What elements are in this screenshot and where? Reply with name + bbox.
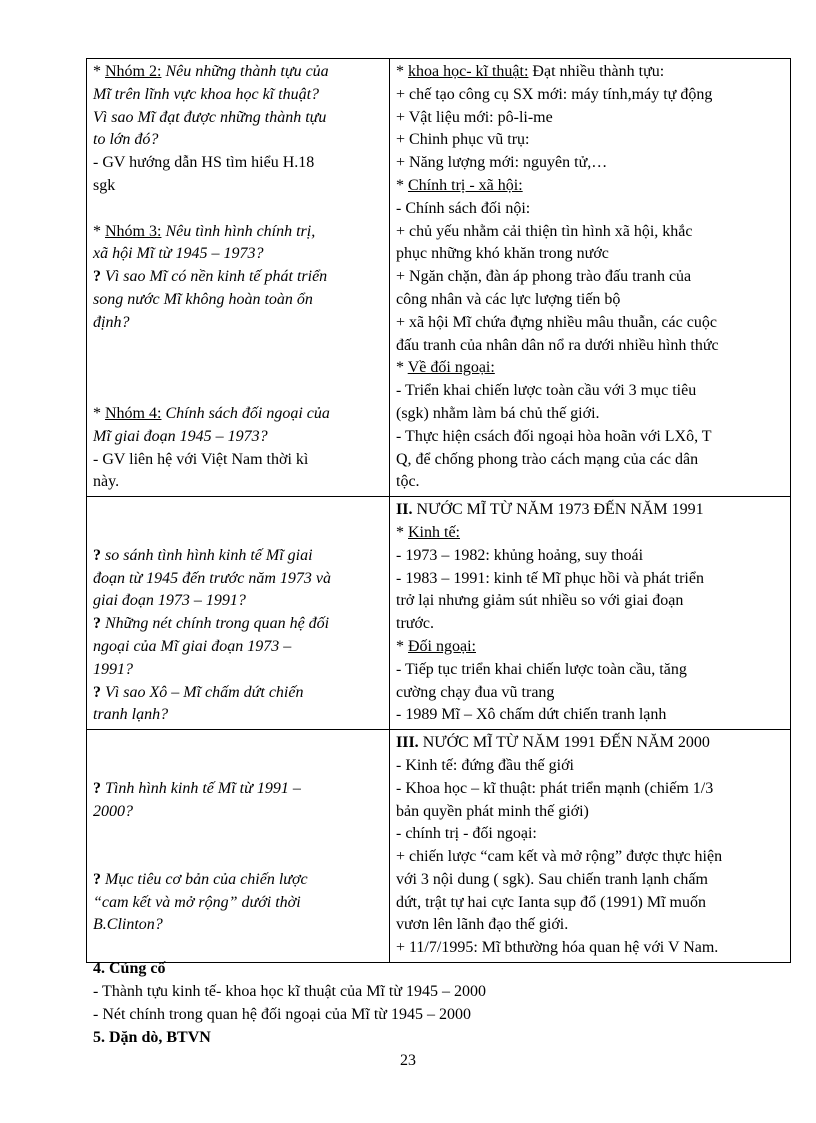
group-label: Nhóm 3: bbox=[105, 222, 162, 240]
content-cell: * khoa học- kĩ thuật: Đạt nhiều thành tựu: + chế tạo công cụ SX mới: máy tính,máy tự động + Vật liệu mới: pô-li-me + Chinh phục vũ trụ: + Năng lượng mới: nguyên tử,… * Chính trị - xã hội: - Chính sách đối nội: + chủ yếu nhằm cải thiện tìn hình xã hội, khắc phục những khó khăn trong nước + Ngăn chặn, đàn áp phong trào đấu tranh của công nhân và các lực lượng tiến bộ + xã hội Mĩ chứa đựng nhiều mâu thuẫn, các cuộc đấu tranh của nhân dân nổ ra dưới nhiều hình thức * Về đối ngoại: - Triển khai chiến lược toàn cầu với 3 mục tiêu (sgk) nhằm làm bá chủ thế giới. - Thực hiện csách đối ngoại hòa hoãn với LXô, T Q, để chống phong trào cách mạng của các dân tộc. bbox=[390, 59, 791, 497]
section-title: III. NƯỚC MĨ TỪ NĂM 1991 ĐẾN NĂM 2000 bbox=[396, 734, 710, 752]
summary-item: - Nét chính trong quan hệ đối ngoại của Mĩ từ 1945 – 2000 bbox=[93, 1006, 471, 1023]
group-label: Nhóm 4: bbox=[105, 404, 162, 422]
question-mark: ? bbox=[93, 615, 101, 633]
section-label: Chính trị - xã hội: bbox=[408, 176, 523, 194]
question-mark: ? bbox=[93, 870, 101, 888]
summary-item: - Thành tựu kinh tế- khoa học kĩ thuật của Mĩ từ 1945 – 2000 bbox=[93, 983, 486, 1000]
content-cell: II. NƯỚC MĨ TỪ NĂM 1973 ĐẾN NĂM 1991 * Kinh tế: - 1973 – 1982: khủng hoảng, suy thoái - 1983 – 1991: kinh tế Mĩ phục hồi và phát triển trở lại nhưng giảm sút nhiều so với giai đoạn trước. * Đối ngoại: - Tiếp tục triển khai chiến lược toàn cầu, tăng cường chạy đua vũ trang - 1989 Mĩ – Xô chấm dứt chiến tranh lạnh bbox=[390, 497, 791, 730]
question-mark: ? bbox=[93, 779, 101, 797]
group-label: Nhóm 2: bbox=[105, 63, 162, 80]
teacher-activity-cell: ? Tình hình kinh tế Mĩ từ 1991 – 2000? ? Mục tiêu cơ bản của chiến lược “cam kết và mở rộng” dưới thời B.Clinton? bbox=[87, 730, 390, 963]
section-label: Kinh tế: bbox=[408, 523, 460, 541]
table-row bbox=[87, 59, 791, 497]
teacher-activity-cell: ? so sánh tình hình kinh tế Mĩ giai đoạn từ 1945 đến trước năm 1973 và giai đoạn 1973 – 1991? ? Những nét chính trong quan hệ đối ngoại của Mĩ giai đoạn 1973 – 1991? ? Vì sao Xô – Mĩ chấm dứt chiến tranh lạnh? bbox=[87, 497, 390, 730]
question-mark: ? bbox=[93, 268, 101, 286]
section-label: Đối ngoại: bbox=[408, 637, 476, 655]
section-heading-cung-co: 4. Củng cố bbox=[93, 960, 166, 977]
section-heading-dan-do: 5. Dặn dò, BTVN bbox=[93, 1029, 211, 1046]
question-mark: ? bbox=[93, 683, 101, 701]
table-row bbox=[87, 497, 791, 730]
content-cell: III. NƯỚC MĨ TỪ NĂM 1991 ĐẾN NĂM 2000 - Kinh tế: đứng đầu thế giới - Khoa học – kĩ thuật: phát triển mạnh (chiếm 1/3 bản quyền phát minh thế giới) - chính trị - đối ngoại: + chiến lược “cam kết và mở rộng” được thực hiện với 3 nội dung ( sgk). Sau chiến tranh lạnh chấm dứt, trật tự hai cực Ianta sụp đổ (1991) Mĩ muốn vươn lên lãnh đạo thế giới. + 11/7/1995: Mĩ bthường hóa quan hệ với V Nam. bbox=[390, 730, 791, 963]
section-label: Về đối ngoại: bbox=[407, 359, 495, 377]
section-label: khoa học- kĩ thuật: bbox=[408, 63, 529, 80]
page-number: 23 bbox=[400, 1052, 416, 1069]
section-title: II. NƯỚC MĨ TỪ NĂM 1973 ĐẾN NĂM 1991 bbox=[396, 501, 704, 519]
teacher-activity-cell: * Nhóm 2: Nêu những thành tựu của Mĩ trên lĩnh vực khoa học kĩ thuật? Vì sao Mĩ đạt được những thành tựu to lớn đó? - GV hướng dẫn HS tìm hiểu H.18 sgk * Nhóm 3: Nêu tình hình chính trị, xã hội Mĩ từ 1945 – 1973? ? Vì sao Mĩ có nền kinh tế phát triển song nước Mĩ không hoàn toàn ổn định? * Nhóm 4: Chính sách đối ngoại của Mĩ giai đoạn 1945 – 1973? - GV liên hệ với Việt Nam thời kì này. bbox=[87, 59, 390, 497]
lesson-footer-sections bbox=[93, 957, 783, 1049]
table-row bbox=[87, 730, 791, 963]
lesson-table bbox=[86, 58, 791, 963]
question-mark: ? bbox=[93, 546, 101, 564]
